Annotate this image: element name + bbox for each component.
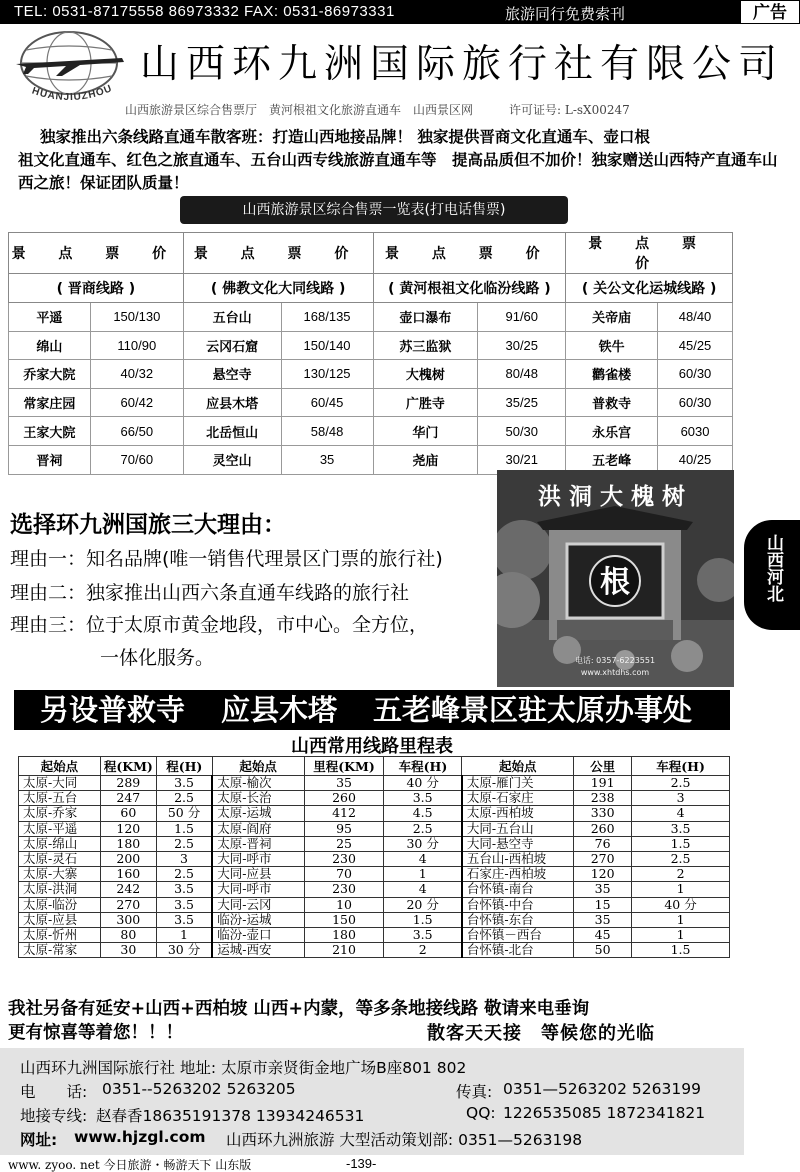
mileage-value: 20 分	[384, 897, 462, 912]
page-footer	[0, 1155, 800, 1172]
mileage-value: 3.5	[156, 912, 212, 927]
reason-text: 位于太原市黄金地段，市中心。全方位，	[86, 614, 429, 636]
mileage-value: 260	[304, 791, 384, 806]
ticket-price: 66/50	[90, 417, 183, 446]
intro-line-rest: 祖文化直通车、红色之旅直通车、五台山西专线旅游直通车等 提高品质但不加价！独家赠送山西特产直通车山西之旅！保证团队质量！	[18, 151, 778, 192]
mileage-value: 2.5	[632, 851, 730, 866]
mileage-value: 30 分	[384, 836, 462, 851]
scenic-spot-name: 尧庙	[373, 445, 478, 474]
mileage-value: 230	[304, 882, 384, 897]
header-contact: TEL: 0531-87175558 86973332 FAX: 0531-86973331	[14, 3, 395, 20]
route-cell: 临汾-壶口	[212, 927, 304, 942]
company-intro	[18, 126, 788, 195]
reason-label: 理由三：	[10, 614, 87, 636]
company-name: 山西环九洲国际旅行社有限公司	[140, 42, 785, 87]
reason-text: 知名品牌(唯一销售代理景区门票的旅行社)	[86, 548, 443, 570]
mileage-row	[19, 897, 730, 912]
contact-box	[0, 1048, 744, 1155]
mileage-value: 200	[100, 851, 156, 866]
route-cell: 石家庄-西柏坡	[462, 867, 574, 882]
reason-continuation: 一体化服务。	[100, 647, 215, 669]
scenic-spot-name: 普救寺	[566, 388, 658, 417]
mileage-value: 210	[304, 943, 384, 958]
mileage-value: 1.5	[632, 836, 730, 851]
ticket-price: 168/135	[281, 303, 373, 332]
ticket-price: 35/25	[478, 388, 566, 417]
contact-hotline: 赵春香18635191378 13934246531	[96, 1107, 365, 1125]
scenic-photo	[497, 470, 734, 687]
scenic-spot-name: 云冈石窟	[183, 331, 281, 360]
note-surprise: 更有惊喜等着您！！！	[8, 1023, 183, 1043]
route-cell: 五台山-西柏坡	[462, 851, 574, 866]
mileage-row	[19, 927, 730, 942]
ticket-price: 30/25	[478, 331, 566, 360]
mileage-value: 50	[574, 943, 632, 958]
scenic-spot-name: 王家大院	[9, 417, 91, 446]
route-label: ( 晋商线路 )	[9, 274, 184, 303]
svg-text:HUANJIUZHOU: HUANJIUZHOU	[30, 83, 115, 104]
contact-phone: 0351--5263202 5263205	[102, 1080, 296, 1098]
mileage-value: 35	[574, 882, 632, 897]
ticket-header-label: 景 点 票 价	[373, 233, 566, 274]
mileage-value: 1.5	[632, 943, 730, 958]
route-cell: 大同-呼市	[212, 882, 304, 897]
mileage-table	[18, 756, 730, 958]
ticket-price: 58/48	[281, 417, 373, 446]
mileage-row	[19, 851, 730, 866]
region-side-tab-label: 山西河北	[763, 534, 783, 602]
mileage-row	[19, 821, 730, 836]
contact-web-extra: 山西环九洲旅游 大型活动策划部: 0351—5263198	[226, 1131, 583, 1149]
mileage-row	[19, 867, 730, 882]
reason-label: 理由二：	[10, 582, 87, 604]
mileage-value: 1.5	[384, 912, 462, 927]
mileage-header-cell: 程(KM)	[100, 757, 156, 776]
ticket-row	[9, 303, 733, 332]
mileage-row	[19, 806, 730, 821]
contact-hotline-label: 地接专线:	[20, 1107, 88, 1125]
ticket-price: 50/30	[478, 417, 566, 446]
office-banner	[14, 690, 730, 730]
route-label: ( 关公文化运城线路 )	[566, 274, 733, 303]
mileage-row	[19, 791, 730, 806]
ticket-header-row	[9, 233, 733, 274]
contact-fax-label: 传真:	[456, 1083, 493, 1101]
ticket-price: 130/125	[281, 360, 373, 389]
mileage-row	[19, 776, 730, 791]
ad-tag: 广告	[740, 0, 800, 24]
mileage-value: 330	[574, 806, 632, 821]
reason-item	[10, 544, 443, 571]
mileage-row	[19, 882, 730, 897]
mileage-value: 120	[574, 867, 632, 882]
mileage-header-cell: 车程(H)	[384, 757, 462, 776]
route-cell: 太原-阎府	[212, 821, 304, 836]
contact-address: 山西环九洲国际旅行社 地址: 太原市亲贤街金地广场B座801 802	[20, 1059, 467, 1077]
mileage-value: 4	[384, 882, 462, 897]
ticket-price: 30/21	[478, 445, 566, 474]
mileage-value: 1	[156, 927, 212, 942]
mileage-value: 1	[632, 882, 730, 897]
ticket-price: 91/60	[478, 303, 566, 332]
mileage-header-cell: 起始点	[462, 757, 574, 776]
mileage-value: 3.5	[384, 927, 462, 942]
ticket-row	[9, 388, 733, 417]
mileage-value: 25	[304, 836, 384, 851]
ticket-price: 60/42	[90, 388, 183, 417]
ticket-price: 80/48	[478, 360, 566, 389]
ticket-price: 40/32	[90, 360, 183, 389]
route-cell: 太原-五台	[19, 791, 101, 806]
mileage-value: 35	[574, 912, 632, 927]
photo-tel: 电话: 0357-6223551	[574, 656, 656, 665]
route-label: ( 黄河根祖文化临汾线路 )	[373, 274, 566, 303]
mileage-value: 3.5	[156, 776, 212, 791]
scenic-spot-name: 铁牛	[566, 331, 658, 360]
route-cell: 大同-悬空寺	[462, 836, 574, 851]
mileage-header-row	[19, 757, 730, 776]
scenic-spot-name: 灵空山	[183, 445, 281, 474]
route-cell: 太原-临汾	[19, 897, 101, 912]
mileage-header-cell: 程(H)	[156, 757, 212, 776]
ticket-price: 60/30	[658, 388, 733, 417]
mileage-value: 300	[100, 912, 156, 927]
mileage-value: 2.5	[384, 821, 462, 836]
route-cell: 太原-大同	[19, 776, 101, 791]
route-cell: 太原-运城	[212, 806, 304, 821]
banner-part: 另设普救寺	[40, 693, 186, 727]
mileage-value: 3.5	[384, 791, 462, 806]
mileage-title: 山西常用线路里程表	[291, 736, 453, 757]
ticket-price: 110/90	[90, 331, 183, 360]
scenic-spot-name: 五老峰	[566, 445, 658, 474]
mileage-value: 180	[100, 836, 156, 851]
ticket-price: 48/40	[658, 303, 733, 332]
mileage-value: 160	[100, 867, 156, 882]
scenic-spot-name: 平遥	[9, 303, 91, 332]
mileage-value: 1	[384, 867, 462, 882]
mileage-header-cell: 车程(H)	[632, 757, 730, 776]
scenic-spot-name: 鹳雀楼	[566, 360, 658, 389]
mileage-value: 95	[304, 821, 384, 836]
scenic-spot-name: 苏三监狱	[373, 331, 478, 360]
ticket-price: 70/60	[90, 445, 183, 474]
ticket-route-row	[9, 274, 733, 303]
contact-qq: 1226535085 1872341821	[503, 1104, 706, 1122]
scenic-spot-name: 关帝庙	[566, 303, 658, 332]
mileage-value: 242	[100, 882, 156, 897]
contact-phone-label: 电 话:	[20, 1083, 88, 1101]
scenic-spot-name: 北岳恒山	[183, 417, 281, 446]
route-cell: 太原-榆次	[212, 776, 304, 791]
mileage-value: 270	[574, 851, 632, 866]
reasons-title: 选择环九洲国旅三大理由：	[10, 512, 286, 538]
ticket-row	[9, 417, 733, 446]
scenic-spot-name: 壶口瀑布	[373, 303, 478, 332]
route-cell: 太原-忻州	[19, 927, 101, 942]
scenic-spot-name: 绵山	[9, 331, 91, 360]
scenic-spot-name: 悬空寺	[183, 360, 281, 389]
ticket-price: 150/130	[90, 303, 183, 332]
top-bar	[0, 0, 800, 24]
mileage-header-cell: 起始点	[212, 757, 304, 776]
route-cell: 太原-绵山	[19, 836, 101, 851]
ticket-table	[8, 232, 733, 475]
ticket-price: 60/30	[658, 360, 733, 389]
banner-part: 应县木塔	[221, 693, 338, 727]
mileage-value: 270	[100, 897, 156, 912]
mileage-value: 1	[632, 912, 730, 927]
contact-website-link[interactable]: www.hjzgl.com	[74, 1128, 206, 1146]
mileage-value: 2	[384, 943, 462, 958]
mileage-value: 40 分	[384, 776, 462, 791]
route-cell: 台怀镇-北台	[462, 943, 574, 958]
mileage-value: 412	[304, 806, 384, 821]
photo-url: www.xhtdhs.com	[580, 668, 650, 677]
page-number: -139-	[346, 1156, 377, 1171]
ticket-header-label: 景 点 票 价	[566, 233, 733, 274]
scenic-spot-name: 应县木塔	[183, 388, 281, 417]
route-cell: 太原-乔家	[19, 806, 101, 821]
contact-qq-label: QQ:	[466, 1104, 496, 1122]
route-label: ( 佛教文化大同线路 )	[183, 274, 373, 303]
ticket-price: 6030	[658, 417, 733, 446]
route-cell: 太原-平遥	[19, 821, 101, 836]
route-cell: 太原-西柏坡	[462, 806, 574, 821]
mileage-value: 120	[100, 821, 156, 836]
route-cell: 运城-西安	[212, 943, 304, 958]
mileage-value: 3	[632, 791, 730, 806]
mileage-value: 35	[304, 776, 384, 791]
mileage-body	[19, 776, 730, 958]
route-cell: 太原-常家	[19, 943, 101, 958]
route-cell: 大同-呼市	[212, 851, 304, 866]
company-subline: 山西旅游景区综合售票厅 黄河根祖文化旅游直通车 山西景区网 许可证号: L-sX00247	[125, 103, 630, 117]
mileage-value: 76	[574, 836, 632, 851]
mileage-value: 2.5	[632, 776, 730, 791]
reason-item	[10, 610, 428, 637]
mileage-value: 191	[574, 776, 632, 791]
photo-title: 洪洞大槐树	[538, 483, 693, 510]
route-cell: 台怀镇-中台	[462, 897, 574, 912]
mileage-value: 289	[100, 776, 156, 791]
mileage-row	[19, 912, 730, 927]
scenic-spot-name: 乔家大院	[9, 360, 91, 389]
mileage-value: 2.5	[156, 791, 212, 806]
ticket-price: 40/25	[658, 445, 733, 474]
mileage-value: 4.5	[384, 806, 462, 821]
route-cell: 太原-长治	[212, 791, 304, 806]
contact-fax: 0351—5263202 5263199	[503, 1080, 701, 1098]
ticket-price: 150/140	[281, 331, 373, 360]
note-routes: 我社另备有延安+山西+西柏坡 山西+内蒙，等多条地接线路 敬请来电垂询	[8, 999, 590, 1019]
mileage-header-cell: 里程(KM)	[304, 757, 384, 776]
ticket-body	[9, 303, 733, 475]
route-cell: 太原-洪洞	[19, 882, 101, 897]
mileage-value: 247	[100, 791, 156, 806]
company-logo	[10, 28, 128, 106]
ticket-header-label: 景 点 票 价	[9, 233, 184, 274]
plaque-glyph: 根	[600, 565, 630, 600]
ticket-price: 35	[281, 445, 373, 474]
mileage-value: 30	[100, 943, 156, 958]
mileage-value: 3.5	[632, 821, 730, 836]
mileage-value: 2.5	[156, 836, 212, 851]
banner-part: 五老峰景区驻太原办事处	[373, 693, 693, 727]
route-cell: 太原-大寨	[19, 867, 101, 882]
mileage-value: 260	[574, 821, 632, 836]
route-cell: 太原-晋祠	[212, 836, 304, 851]
mileage-row	[19, 836, 730, 851]
mileage-value: 230	[304, 851, 384, 866]
ticket-price: 60/45	[281, 388, 373, 417]
ticket-row	[9, 360, 733, 389]
mileage-value: 238	[574, 791, 632, 806]
mileage-value: 60	[100, 806, 156, 821]
route-cell: 太原-雁门关	[462, 776, 574, 791]
note-welcome: 散客天天接 等候您的光临	[427, 1023, 655, 1044]
mileage-value: 3	[156, 851, 212, 866]
mileage-value: 80	[100, 927, 156, 942]
mileage-value: 2	[632, 867, 730, 882]
mileage-header-cell: 起始点	[19, 757, 101, 776]
scenic-spot-name: 广胜寺	[373, 388, 478, 417]
route-cell: 太原-石家庄	[462, 791, 574, 806]
mileage-value: 50 分	[156, 806, 212, 821]
route-cell: 临汾-运城	[212, 912, 304, 927]
mileage-row	[19, 943, 730, 958]
mileage-value: 10	[304, 897, 384, 912]
mileage-value: 1	[632, 927, 730, 942]
ticket-title: 山西旅游景区综合售票一览表(打电话售票)	[180, 196, 568, 224]
region-side-tab	[744, 520, 800, 630]
route-cell: 太原-灵石	[19, 851, 101, 866]
mileage-value: 1.5	[156, 821, 212, 836]
route-cell: 大同-五台山	[462, 821, 574, 836]
mileage-value: 40 分	[632, 897, 730, 912]
route-cell: 太原-应县	[19, 912, 101, 927]
globe-plane-icon	[10, 28, 128, 106]
mileage-value: 3.5	[156, 882, 212, 897]
contact-web-label: 网址:	[20, 1131, 58, 1149]
ticket-row	[9, 331, 733, 360]
mileage-value: 150	[304, 912, 384, 927]
mileage-value: 3.5	[156, 897, 212, 912]
mileage-value: 30 分	[156, 943, 212, 958]
route-cell: 台怀镇-南台	[462, 882, 574, 897]
reason-item	[10, 578, 409, 605]
scenic-spot-name: 五台山	[183, 303, 281, 332]
route-cell: 台怀镇-东台	[462, 912, 574, 927]
mileage-header-cell: 公里	[574, 757, 632, 776]
mileage-value: 4	[384, 851, 462, 866]
mileage-value: 4	[632, 806, 730, 821]
mileage-value: 15	[574, 897, 632, 912]
reason-label: 理由一：	[10, 548, 87, 570]
route-cell: 大同-应县	[212, 867, 304, 882]
reason-text: 独家推出山西六条直通车线路的旅行社	[86, 582, 410, 604]
mileage-value: 180	[304, 927, 384, 942]
footer-site: www. zyoo. net 今日旅游・畅游天下 山东版	[8, 1158, 252, 1172]
mileage-value: 2.5	[156, 867, 212, 882]
route-cell: 大同-云冈	[212, 897, 304, 912]
scenic-spot-name: 华门	[373, 417, 478, 446]
mileage-value: 70	[304, 867, 384, 882]
scenic-spot-name: 永乐宫	[566, 417, 658, 446]
intro-line-first: 独家推出六条线路直通车散客班：打造山西地接品牌！ 独家提供晋商文化直通车、壶口根	[40, 128, 650, 146]
scenic-spot-name: 晋祠	[9, 445, 91, 474]
scenic-spot-name: 常家庄园	[9, 388, 91, 417]
route-cell: 台怀镇－西台	[462, 927, 574, 942]
ticket-header-label: 景 点 票 价	[183, 233, 373, 274]
scenic-spot-name: 大槐树	[373, 360, 478, 389]
ticket-price: 45/25	[658, 331, 733, 360]
mileage-value: 45	[574, 927, 632, 942]
header-slogan: 旅游同行免费索刊	[505, 5, 626, 23]
